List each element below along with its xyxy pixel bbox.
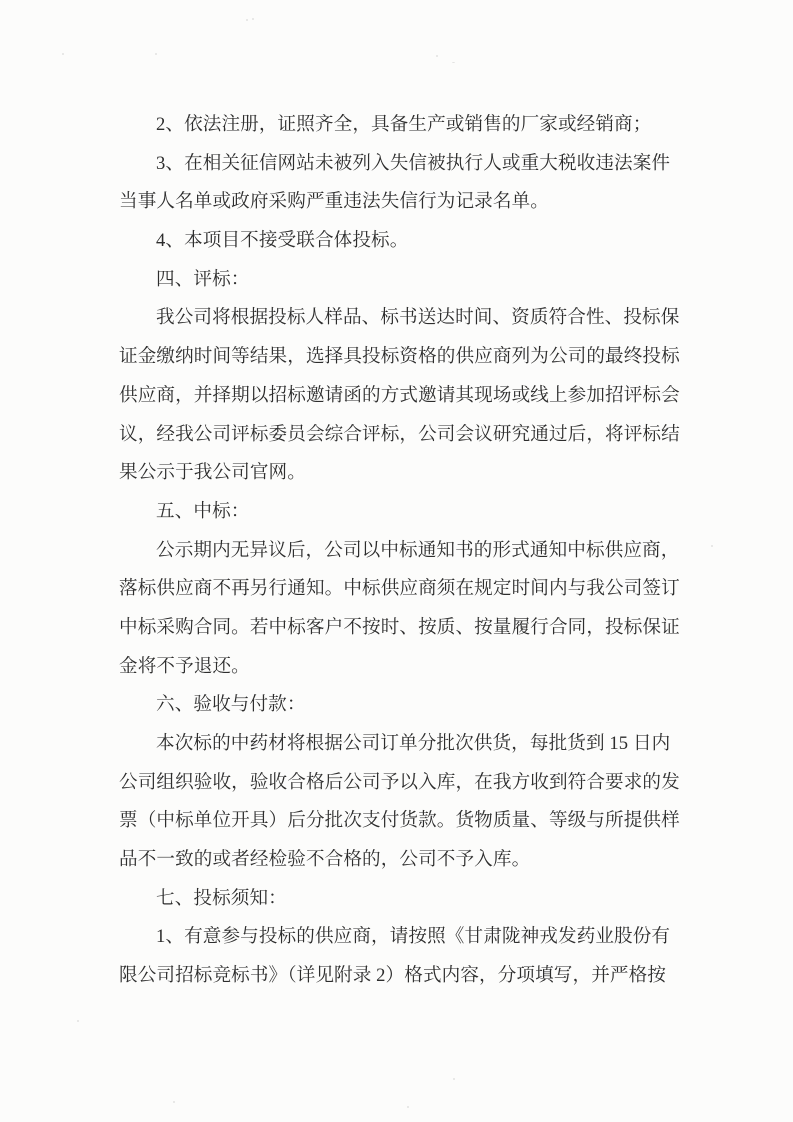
document-line: 五、中标：: [156, 500, 250, 522]
scan-speck: [407, 1106, 409, 1108]
document-line: 品不一致的或者经检验不合格的，公司不予入库。: [119, 849, 531, 871]
document-line: 果公示于我公司官网。: [119, 462, 306, 484]
scan-speck: [246, 19, 248, 21]
document-line: 七、投标须知：: [156, 887, 287, 909]
scan-speck: [62, 53, 64, 55]
document-line: 落标供应商不再另行通知。中标供应商须在规定时间内与我公司签订: [119, 578, 680, 600]
document-line: 中标采购合同。若中标客户不按时、按质、按量履行合同，投标保证: [119, 616, 680, 638]
document-line: 供应商，并择期以招标邀请函的方式邀请其现场或线上参加招评标会: [119, 384, 680, 406]
document-line: 2、依法注册，证照齐全，具备生产或销售的厂家或经销商；: [156, 114, 652, 135]
document-line: 限公司招标竞标书》（详见附录 2）格式内容，分项填写，并严格按: [119, 965, 666, 987]
scan-speck: [453, 1078, 455, 1080]
document-line: 公示期内无异议后，公司以中标通知书的形式通知中标供应商，: [156, 539, 680, 561]
scan-speck: [296, 425, 298, 427]
document-line: 金将不予退还。: [119, 655, 250, 677]
document-line: 票（中标单位开具）后分批次支付货款。货物质量、等级与所提供样: [119, 810, 680, 832]
document-line: 六、验收与付款：: [156, 694, 306, 716]
document-line: 本次标的中药材将根据公司订单分批次供货，每批货到 15 日内: [156, 733, 671, 754]
document-line: 证金缴纳时间等结果，选择具投标资格的供应商列为公司的最终投标: [119, 346, 680, 368]
scan-speck: [77, 1020, 79, 1022]
scan-speck: [452, 62, 455, 63]
document-line: 议，经我公司评标委员会综合评标，公司会议研究通过后，将评标结: [119, 423, 680, 445]
document-body: [119, 106, 685, 996]
document-line: 四、评标：: [156, 268, 250, 290]
document-line: 我公司将根据投标人样品、标书送达时间、资质符合性、投标保: [156, 307, 680, 329]
scan-speck: [436, 55, 438, 57]
scan-speck: [252, 18, 254, 20]
document-line: 4、本项目不接受联合体投标。: [156, 230, 409, 252]
document-line: 公司组织验收，验收合格后公司予以入库，在我方收到符合要求的发: [119, 771, 680, 793]
scan-speck: [155, 53, 157, 55]
document-line: 1、有意参与投标的供应商，请按照《甘肃陇神戎发药业股份有: [156, 926, 671, 948]
scan-speck: [173, 1101, 175, 1103]
document-line: 3、在相关征信网站未被列入失信被执行人或重大税收违法案件: [156, 152, 671, 174]
document-line: 当事人名单或政府采购严重违法失信行为记录名单。: [119, 191, 549, 213]
scan-speck: [711, 545, 713, 547]
